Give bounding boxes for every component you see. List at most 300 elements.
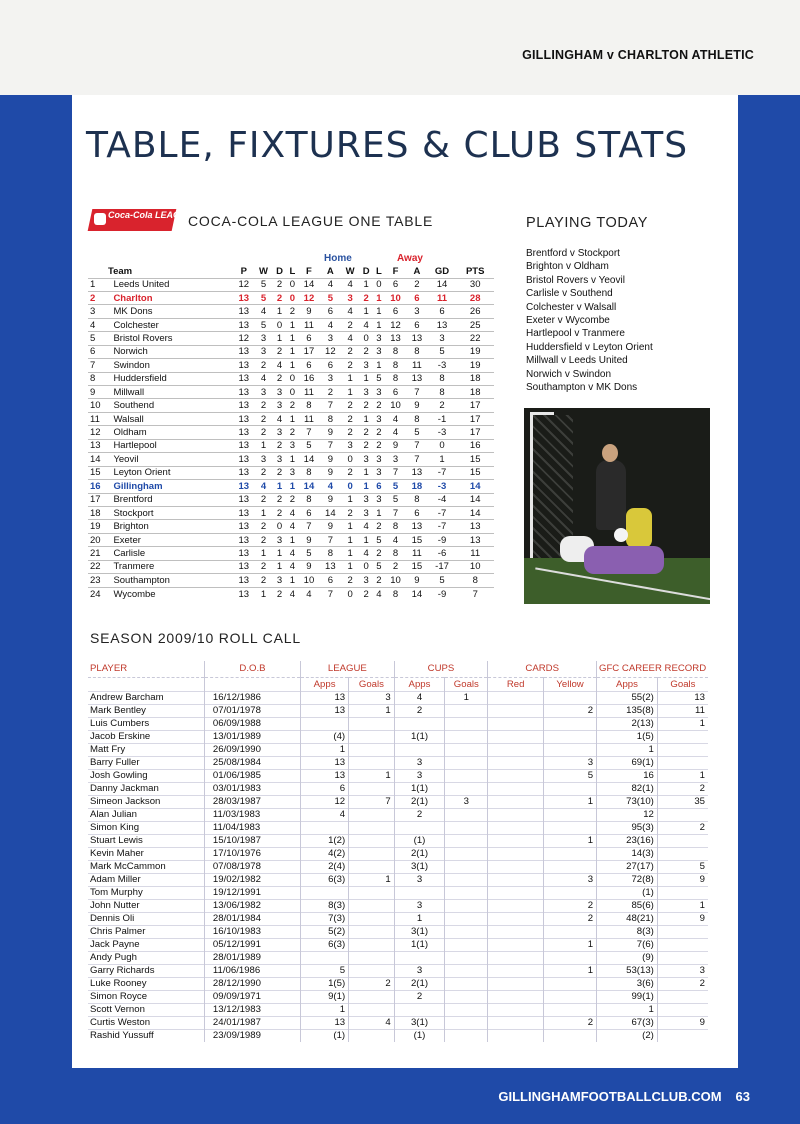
stat-cell: -3 (428, 480, 457, 493)
team-name: Bristol Rovers (113, 332, 233, 345)
team-name: Charlton (113, 291, 233, 304)
stat-cell: 8 (406, 345, 427, 358)
header-strip (0, 0, 800, 95)
player-stat: 1 (349, 704, 395, 717)
player-stat (349, 990, 395, 1003)
stat-cell: 0 (359, 332, 373, 345)
player-stat: 13 (301, 769, 349, 782)
player-stat (488, 795, 544, 808)
stat-cell: 2 (341, 466, 359, 479)
player-stat: 13 (301, 704, 349, 717)
player-stat (445, 1029, 488, 1042)
stat-cell: 8 (298, 493, 319, 506)
stat-cell: 13 (233, 560, 254, 573)
stat-cell: 11 (298, 412, 319, 425)
player-row (88, 782, 708, 795)
player-stat: 6(3) (301, 873, 349, 886)
col-header: A (413, 265, 421, 277)
match-photo (524, 408, 710, 604)
stat-cell: 3 (406, 305, 427, 318)
stat-cell: 0 (428, 439, 457, 452)
fixture-item: Millwall v Leeds United (526, 355, 628, 367)
player-stat: 85(6) (597, 899, 658, 912)
footer-website[interactable]: GILLINGHAMFOOTBALLCLUB.COM (498, 1089, 722, 1104)
stat-cell: 1 (341, 520, 359, 533)
player-stat (349, 860, 395, 873)
league-table-header (88, 265, 494, 278)
stat-cell: 13 (233, 533, 254, 546)
stat-cell: 8 (385, 345, 406, 358)
player-stat (543, 1003, 596, 1016)
group-header-cups: CUPS (394, 661, 488, 677)
stat-cell: 8 (428, 386, 457, 399)
player-name: Dennis Oli (88, 912, 204, 925)
content-panel (72, 95, 738, 1068)
col-header: P (240, 265, 247, 277)
player-stat: 95(3) (597, 821, 658, 834)
position-cell: 24 (88, 587, 113, 600)
stat-cell: 1 (341, 547, 359, 560)
player-stat: 35 (657, 795, 708, 808)
player-row (88, 1016, 708, 1029)
player-name: Stuart Lewis (88, 834, 204, 847)
team-name: Stockport (113, 506, 233, 519)
stat-cell: 2 (341, 318, 359, 331)
group-header-league: LEAGUE (301, 661, 395, 677)
player-stat: 3(1) (394, 925, 445, 938)
player-stat: 2 (349, 977, 395, 990)
stat-cell: 8 (406, 412, 427, 425)
player-stat: 4(2) (301, 847, 349, 860)
stat-cell: 5 (320, 291, 341, 304)
stat-cell: 5 (373, 533, 385, 546)
stat-cell: 17 (456, 399, 494, 412)
player-stat (543, 743, 596, 756)
player-stat (445, 808, 488, 821)
player-stat (349, 821, 395, 834)
player-stat: 2 (543, 899, 596, 912)
player-dob: 01/06/1985 (204, 769, 300, 782)
player-dob: 07/01/1978 (204, 704, 300, 717)
stat-cell: 1 (287, 453, 299, 466)
stat-cell: 2 (359, 439, 373, 452)
player-stat (488, 886, 544, 899)
position-cell: 17 (88, 493, 113, 506)
player-stat (543, 691, 596, 704)
player-stat (488, 912, 544, 925)
stat-cell: 3 (287, 466, 299, 479)
player-stat (301, 821, 349, 834)
stat-cell: 7 (406, 439, 427, 452)
sub-header-league-apps: Apps (301, 677, 349, 691)
stat-cell: 3 (359, 574, 373, 587)
stat-cell: 2 (359, 587, 373, 600)
player-stat: 1 (657, 769, 708, 782)
player-dob: 09/09/1971 (204, 990, 300, 1003)
player-stat: 1(2) (301, 834, 349, 847)
player-dob: 07/08/1978 (204, 860, 300, 873)
stat-cell: 25 (456, 318, 494, 331)
player-stat: 13 (657, 691, 708, 704)
stat-cell: 2 (406, 278, 427, 291)
stat-cell: 4 (298, 587, 319, 600)
player-stat (488, 899, 544, 912)
stat-cell: 4 (385, 426, 406, 439)
stat-cell: 2 (341, 399, 359, 412)
player-stat (349, 964, 395, 977)
stat-cell: 3 (428, 332, 457, 345)
fixtures-list (526, 247, 653, 394)
stat-cell: 9 (320, 453, 341, 466)
player-stat: 3 (394, 873, 445, 886)
position-cell: 4 (88, 318, 113, 331)
player-stat: 1 (543, 795, 596, 808)
stat-cell: 2 (273, 278, 287, 291)
player-stat (301, 717, 349, 730)
stat-cell: 5 (254, 291, 272, 304)
league-table-row (88, 332, 494, 345)
player-stat (301, 886, 349, 899)
photo-goalkeeper-head (602, 444, 618, 462)
stat-cell: 1 (273, 305, 287, 318)
league-table-row (88, 278, 494, 291)
player-stat: 16 (597, 769, 658, 782)
fixture-item: Huddersfield v Leyton Orient (526, 341, 653, 353)
league-table-row (88, 291, 494, 304)
stat-cell: 3 (273, 453, 287, 466)
player-stat: 3 (394, 756, 445, 769)
league-table-row (88, 533, 494, 546)
stat-cell: 14 (298, 453, 319, 466)
sub-header-yellow: Yellow (543, 677, 596, 691)
stat-cell: 5 (406, 426, 427, 439)
stat-cell: 8 (456, 574, 494, 587)
stat-cell: 6 (320, 574, 341, 587)
stat-cell: 8 (385, 587, 406, 600)
stat-cell: 1 (359, 305, 373, 318)
stat-cell: 2 (273, 372, 287, 385)
stat-cell: 8 (385, 372, 406, 385)
player-stat: 55(2) (597, 691, 658, 704)
stat-cell: 1 (254, 439, 272, 452)
stat-cell: 2 (341, 359, 359, 372)
team-name: Leeds United (113, 278, 233, 291)
stat-cell: 18 (406, 480, 427, 493)
stat-cell: 2 (373, 574, 385, 587)
player-stat (349, 834, 395, 847)
player-stat: (1) (597, 886, 658, 899)
stat-cell: 12 (320, 345, 341, 358)
stat-cell: 9 (385, 439, 406, 452)
player-name: Luke Rooney (88, 977, 204, 990)
stat-cell: 2 (359, 399, 373, 412)
player-stat: 67(3) (597, 1016, 658, 1029)
stat-cell: 2 (341, 426, 359, 439)
player-stat: 13 (301, 691, 349, 704)
stat-cell: 2 (287, 426, 299, 439)
position-cell: 21 (88, 547, 113, 560)
stat-cell: 2 (254, 520, 272, 533)
fixture-item: Brentford v Stockport (526, 248, 620, 259)
stat-cell: 2 (373, 426, 385, 439)
stat-cell: 9 (320, 466, 341, 479)
stat-cell: 4 (320, 318, 341, 331)
player-stat: 1 (349, 769, 395, 782)
player-dob: 19/12/1991 (204, 886, 300, 899)
stat-cell: 3 (254, 332, 272, 345)
player-stat: 23(16) (597, 834, 658, 847)
roll-call-table (88, 661, 708, 1042)
player-stat (657, 743, 708, 756)
stat-cell: 4 (359, 318, 373, 331)
player-stat (543, 886, 596, 899)
home-label: Home (324, 253, 352, 264)
player-stat (657, 990, 708, 1003)
position-cell: 3 (88, 305, 113, 318)
page-title: TABLE, FIXTURES & CLUB STATS (86, 125, 689, 166)
blue-border-right (735, 95, 800, 1124)
stat-cell: 2 (254, 493, 272, 506)
player-name: Simon Royce (88, 990, 204, 1003)
stat-cell: 14 (456, 480, 494, 493)
stat-cell: 8 (385, 547, 406, 560)
player-stat: 2 (394, 808, 445, 821)
player-stat: 1 (394, 912, 445, 925)
stat-cell: -3 (428, 426, 457, 439)
player-row (88, 951, 708, 964)
position-cell: 19 (88, 520, 113, 533)
league-table-row (88, 318, 494, 331)
stat-cell: 7 (385, 466, 406, 479)
stat-cell: 9 (298, 305, 319, 318)
position-cell: 18 (88, 506, 113, 519)
player-stat (349, 912, 395, 925)
stat-cell: -7 (428, 466, 457, 479)
stat-cell: 9 (406, 399, 427, 412)
league-table-row (88, 345, 494, 358)
stat-cell: 3 (341, 439, 359, 452)
player-stat (445, 964, 488, 977)
stat-cell: 1 (373, 506, 385, 519)
stat-cell: 2 (359, 426, 373, 439)
stat-cell: 28 (456, 291, 494, 304)
stat-cell: 3 (254, 386, 272, 399)
position-cell: 6 (88, 345, 113, 358)
player-stat: 1 (597, 1003, 658, 1016)
team-name: Brentford (113, 493, 233, 506)
player-name: Mark McCammon (88, 860, 204, 873)
player-stat (349, 925, 395, 938)
away-label: Away (397, 253, 423, 264)
player-stat (445, 1016, 488, 1029)
col-header: W (259, 265, 268, 277)
stat-cell: 17 (298, 345, 319, 358)
player-stat (445, 873, 488, 886)
player-dob: 28/01/1989 (204, 951, 300, 964)
position-cell: 13 (88, 439, 113, 452)
stat-cell: 2 (273, 345, 287, 358)
stat-cell: 6 (298, 332, 319, 345)
team-name: Southampton (113, 574, 233, 587)
fixture-item: Norwich v Swindon (526, 368, 612, 380)
player-stat: (9) (597, 951, 658, 964)
player-stat (488, 834, 544, 847)
player-stat: 2 (657, 977, 708, 990)
player-dob: 25/08/1984 (204, 756, 300, 769)
stat-cell: -7 (428, 506, 457, 519)
stat-cell: 1 (341, 533, 359, 546)
stat-cell: 1 (287, 359, 299, 372)
player-stat: 2 (394, 704, 445, 717)
stat-cell: 2 (287, 493, 299, 506)
player-dob: 11/04/1983 (204, 821, 300, 834)
player-stat: 9 (657, 912, 708, 925)
stat-cell: 13 (406, 372, 427, 385)
stat-cell: 2 (273, 439, 287, 452)
player-stat: 1(1) (394, 938, 445, 951)
player-stat: 3 (394, 769, 445, 782)
stat-cell: 4 (341, 332, 359, 345)
player-stat: 5 (543, 769, 596, 782)
stat-cell: 8 (298, 466, 319, 479)
stat-cell: 6 (428, 305, 457, 318)
player-stat (543, 730, 596, 743)
player-dob: 28/03/1987 (204, 795, 300, 808)
col-header: Team (108, 265, 133, 277)
stat-cell: 1 (273, 332, 287, 345)
player-stat: 14(3) (597, 847, 658, 860)
stat-cell: 1 (373, 359, 385, 372)
fixture-item: Bristol Rovers v Yeovil (526, 274, 625, 286)
player-stat (394, 743, 445, 756)
player-stat: (1) (394, 1029, 445, 1042)
team-name: Brighton (113, 520, 233, 533)
player-stat: 8(3) (301, 899, 349, 912)
stat-cell: 9 (320, 493, 341, 506)
player-dob: 24/01/1987 (204, 1016, 300, 1029)
stat-cell: 2 (373, 399, 385, 412)
player-stat: 73(10) (597, 795, 658, 808)
player-stat: 7(6) (597, 938, 658, 951)
player-stat: 9 (657, 873, 708, 886)
stat-cell: 2 (359, 345, 373, 358)
player-stat (543, 821, 596, 834)
stat-cell: 2 (254, 574, 272, 587)
player-name: Simon King (88, 821, 204, 834)
league-table-row (88, 412, 494, 425)
player-name: Luis Cumbers (88, 717, 204, 730)
stat-cell: 7 (320, 439, 341, 452)
player-stat: 2(4) (301, 860, 349, 873)
group-header-cards: CARDS (488, 661, 597, 677)
stat-cell: 13 (233, 318, 254, 331)
player-stat (543, 951, 596, 964)
stat-cell: 4 (254, 372, 272, 385)
stat-cell: 2 (254, 466, 272, 479)
player-row (88, 847, 708, 860)
stat-cell: 1 (287, 412, 299, 425)
stat-cell: 5 (254, 318, 272, 331)
stat-cell: -3 (428, 359, 457, 372)
stat-cell: 7 (456, 587, 494, 600)
stat-cell: 3 (373, 453, 385, 466)
player-name: Andrew Barcham (88, 691, 204, 704)
stat-cell: 13 (233, 345, 254, 358)
stat-cell: 2 (373, 520, 385, 533)
stat-cell: 13 (233, 305, 254, 318)
player-stat (445, 743, 488, 756)
stat-cell: 3 (373, 412, 385, 425)
player-row (88, 730, 708, 743)
stat-cell: 7 (406, 453, 427, 466)
player-row (88, 821, 708, 834)
player-dob: 13/06/1982 (204, 899, 300, 912)
position-cell: 20 (88, 533, 113, 546)
stat-cell: 6 (320, 305, 341, 318)
league-table-row (88, 506, 494, 519)
player-stat: 1 (543, 964, 596, 977)
player-stat: 2 (543, 704, 596, 717)
player-stat (488, 1003, 544, 1016)
player-stat: 72(8) (597, 873, 658, 886)
stat-cell: 4 (320, 278, 341, 291)
player-stat (488, 717, 544, 730)
page-number: 63 (735, 1089, 750, 1104)
stat-cell: 13 (233, 520, 254, 533)
stat-cell: 7 (406, 386, 427, 399)
player-stat (657, 1029, 708, 1042)
stat-cell: 13 (406, 332, 427, 345)
stat-cell: 2 (341, 345, 359, 358)
stat-cell: 4 (273, 412, 287, 425)
stat-cell: 8 (320, 412, 341, 425)
stat-cell: 1 (287, 318, 299, 331)
stat-cell: 6 (373, 480, 385, 493)
player-name: Jack Payne (88, 938, 204, 951)
player-stat: 4 (394, 691, 445, 704)
stat-cell: 13 (456, 533, 494, 546)
stat-cell: 3 (273, 399, 287, 412)
league-table-row (88, 480, 494, 493)
stat-cell: 0 (287, 372, 299, 385)
player-row (88, 990, 708, 1003)
stat-cell: 3 (254, 453, 272, 466)
player-dob: 28/12/1990 (204, 977, 300, 990)
player-stat (488, 938, 544, 951)
stat-cell: 13 (233, 547, 254, 560)
player-stat (657, 756, 708, 769)
player-stat (445, 886, 488, 899)
player-name: Josh Gowling (88, 769, 204, 782)
team-name: Carlisle (113, 547, 233, 560)
stat-cell: 0 (287, 278, 299, 291)
player-stat (488, 964, 544, 977)
stat-cell: 3 (273, 386, 287, 399)
stat-cell: 5 (254, 278, 272, 291)
stat-cell: 4 (373, 587, 385, 600)
stat-cell: 6 (406, 318, 427, 331)
stat-cell: 10 (298, 574, 319, 587)
stat-cell: 4 (341, 278, 359, 291)
stat-cell: 18 (456, 386, 494, 399)
stat-cell: 19 (456, 345, 494, 358)
team-name: Oldham (113, 426, 233, 439)
position-cell: 2 (88, 291, 113, 304)
col-header: W (345, 265, 355, 277)
stat-cell: 10 (385, 291, 406, 304)
stat-cell: 13 (233, 453, 254, 466)
player-dob: 26/09/1990 (204, 743, 300, 756)
